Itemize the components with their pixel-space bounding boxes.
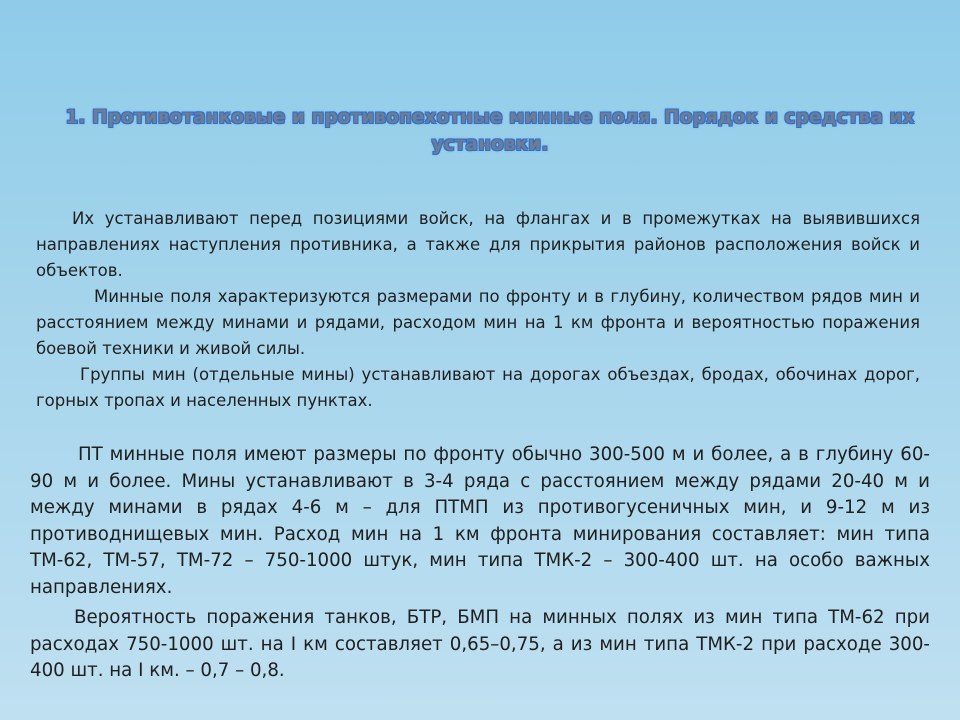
paragraph-characteristics: Минные поля характеризуются размерами по фронту и в глубину, количеством рядов мин и расстоянием между минами и рядами, расходом мин на 1 км фронта и вероятностью поражения боевой техники и живой силы. [36,287,920,358]
paragraph-mine-groups: Группы мин (отдельные мины) устанавливают на дорогах объездах, бродах, обочинах дорог, горных тропах и населенных пунктах. [36,365,920,410]
text-block-upper [36,206,920,414]
slide-title: 1. Противотанковые и противопехотные минные поля. Порядок и средства их установки. [65,107,915,155]
paragraph-defeat-probability: Вероятность поражения танков, БТР, БМП на минных полях из мин типа ТМ-62 при расходах 750-1000 шт. на I км составляет 0,65–0,75, а из мин типа ТМК-2 при расходе 300-400 шт. на I км. – 0,7 – 0,8. [30,607,930,681]
text-block-lower [30,442,930,685]
paragraph-placement: Их устанавливают перед позициями войск, на флангах и в промежутках на выявившихся направлениях наступления противника, а также для прикрытия районов расположения войск и объектов. [36,209,920,280]
paragraph-at-minefield-dimensions: ПТ минные поля имеют размеры по фронту обычно 300-500 м и более, а в глубину 60-90 м и более. Мины устанавливают в 3-4 ряда с расстоянием между рядами 20-40 м и между минами в рядах 4-6 м – для ПТМП из противогусеничных мин, и 9-12 м из противоднищевых мин. Расход мин на 1 км фронта минирования составляет: мин типа ТМ-62, ТМ-57, ТМ-72 – 750-1000 штук, мин типа ТМК-2 – 300-400 шт. на особо важных направлениях. [30,444,930,598]
